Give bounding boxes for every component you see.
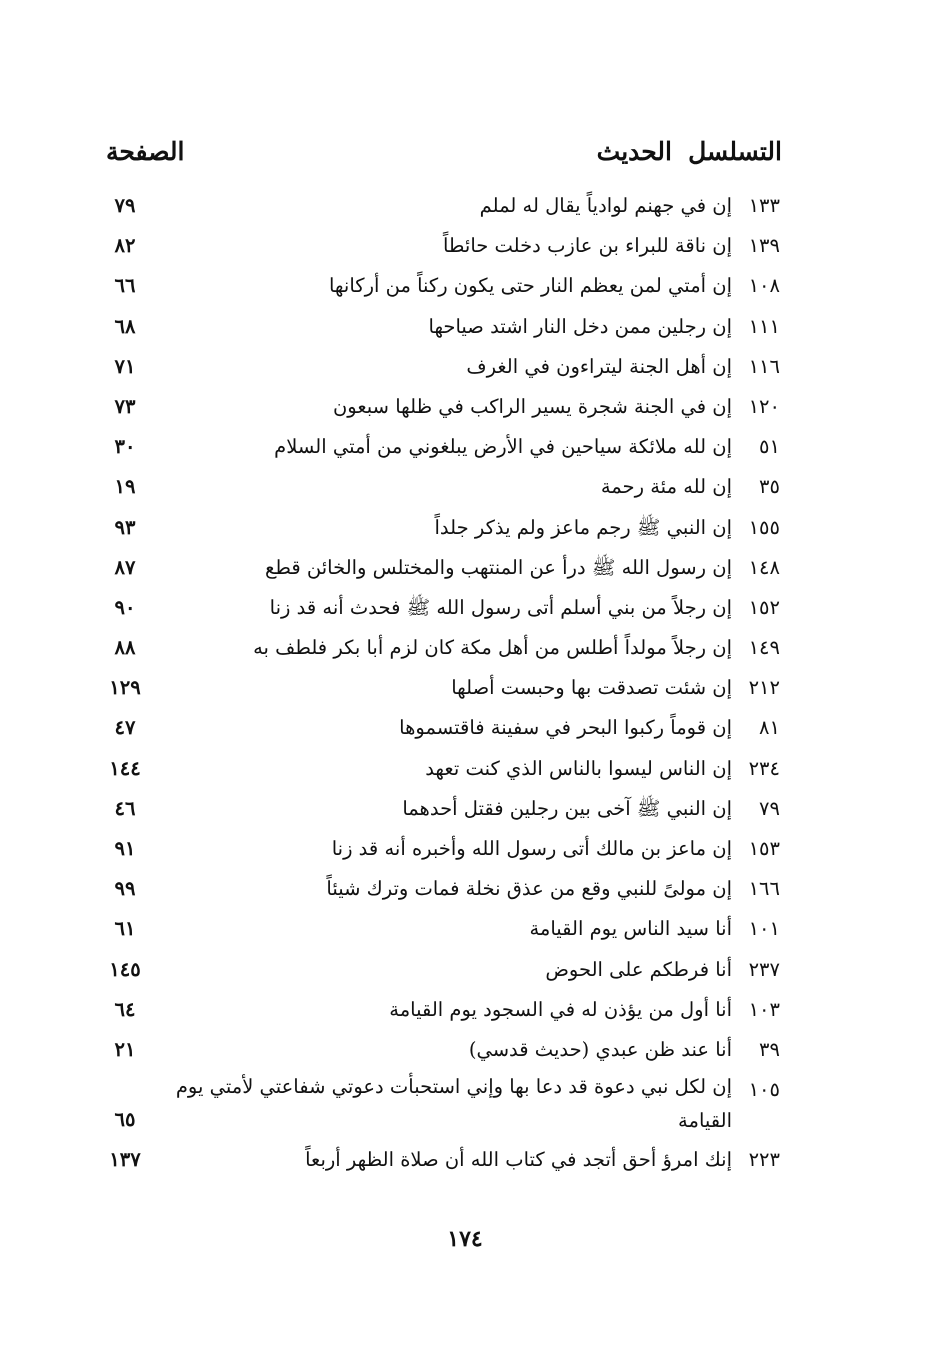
list-item [0,869,930,909]
list-item [0,226,930,266]
page-ref: ٧٩ [114,194,136,217]
list-item [0,347,930,387]
page-ref: ٧٣ [114,394,136,418]
page-ref: ٦٤ [114,997,136,1021]
list-item [0,1030,930,1070]
page-ref: ٩٠ [114,595,136,619]
sequence-number: ١٥٣ [748,837,780,860]
page-ref: ٦٥ [114,1108,136,1132]
page-ref: ١٤٥ [109,957,141,981]
sequence-number: ٣٥ [759,475,780,499]
list-item [0,708,930,748]
page-ref: ٣٠ [114,435,136,459]
page-ref: ٤٧ [114,716,136,740]
list-item [0,387,930,427]
sequence-number: ١٦٦ [748,877,780,901]
hadith-text: إن ماعز بن مالك أتى رسول الله وأخبره أنه قد زنا [331,837,732,860]
page-ref: ١٩ [114,475,136,499]
hadith-text: أنا أول من يؤذن له في السجود يوم القيامة [389,997,732,1021]
hadith-text: إن الناس ليسوا بالناس الذي كنت تعهد [425,756,732,780]
page-ref: ٨٧ [114,555,136,579]
hadith-text: إنك امرؤ أحق أتجد في كتاب الله أن صلاة الظهر أربعاً [305,1148,732,1172]
list-item [0,628,930,668]
page-ref: ١٢٩ [109,676,141,700]
hadith-text: إن أهل الجنة ليتراءون في الغرف [466,354,732,378]
hadith-text: أنا عند ظن عبدي (حديث قدسي) [468,1037,732,1061]
sequence-number: ١٠١ [748,917,780,941]
list-item [0,548,930,588]
page-ref: ٧١ [114,354,136,378]
sequence-number: ٢٢٣ [748,1148,780,1172]
page-ref: ٦١ [114,917,136,941]
hadith-text: إن قوماً ركبوا البحر في سفينة فاقتسموها [399,716,732,740]
list-item [0,186,930,226]
list-item [0,909,930,949]
sequence-number: ٣٩ [759,1037,780,1061]
sequence-number: ١٢٠ [748,394,780,418]
header-hadith: الحديث [596,137,672,166]
hadith-text: إن شئت تصدقت بها وحبست أصلها [451,676,732,700]
page-ref: ٦٦ [114,274,136,298]
hadith-text: إن رسول الله ﷺ درأ عن المنتهب والمختلس والخائن قطع [265,555,732,579]
hadith-text: أنا سيد الناس يوم القيامة [529,917,732,941]
sequence-number: ٥١ [759,435,780,459]
page-ref: ٨٢ [114,234,136,258]
sequence-number: ٧٩ [759,796,780,820]
header-page: الصفحة [106,137,185,166]
page-ref: ٩٣ [114,515,136,539]
hadith-text: إن ناقة للبراء بن عازب دخلت حائطاً [442,234,732,258]
sequence-number: ١١١ [748,314,780,338]
list-item [0,950,930,990]
sequence-number: ١٤٩ [748,636,780,660]
sequence-number: ١٤٨ [748,555,780,579]
hadith-text: إن النبي ﷺ آخى بين رجلين فقتل أحدهما [402,796,732,820]
hadith-text: إن لله ملائكة سياحين في الأرض يبلغوني من أمتي السلام [274,435,732,459]
page-ref: ٢١ [114,1037,136,1061]
hadith-text: إن مولىً للنبي وقع من عذق نخلة فمات وترك شيئاً [326,877,732,901]
list-item [0,266,930,306]
sequence-number: ١٣٩ [748,234,780,258]
sequence-number: ١٠٨ [748,274,780,298]
hadith-text: إن لكل نبي دعوة قد دعا بها وإني استحبأت دعوتي شفاعتي لأمتي يوم القيامة [175,1075,732,1133]
list-item [0,588,930,628]
hadith-text: إن رجلين ممن دخل النار اشتد صياحها [428,314,732,338]
list-item [0,829,930,869]
sequence-number: ٢٣٧ [748,957,780,981]
hadith-text: إن رجلاً من بني أسلم أتى رسول الله ﷺ فحدث أنه قد زنا [269,595,732,619]
list-item [0,789,930,829]
page-ref: ٨٨ [114,636,136,660]
sequence-number: ١١٦ [748,354,780,378]
hadith-text: إن في جهنم لوادياً يقال له لملم [479,194,732,217]
hadith-text: إن في الجنة شجرة يسير الراكب في ظلها سبعون [332,394,732,418]
page-ref: ١٣٧ [109,1148,141,1172]
sequence-number: ١٠٥ [748,1078,780,1102]
hadith-text: إن النبي ﷺ رجم ماعز ولم يذكر جلداً [434,515,732,539]
sequence-number: ٢١٢ [748,676,780,700]
list-item [0,990,930,1030]
hadith-text: إن رجلاً مولداً أطلس من أهل مكة كان لزم أبا بكر فلطف به [253,636,732,660]
page-ref: ٤٦ [114,796,136,820]
list-item [0,508,930,548]
hadith-text: أنا فرطكم على الحوض [545,957,732,981]
page-ref: ١٤٤ [109,756,141,780]
page-ref: ٩١ [114,837,136,860]
sequence-number: ١٥٢ [748,595,780,619]
page-number: ١٧٤ [447,1226,483,1252]
list-item [0,427,930,467]
list-item [0,467,930,507]
sequence-number: ١٣٣ [748,194,780,217]
sequence-number: ١٠٣ [748,997,780,1021]
sequence-number: ١٥٥ [748,515,780,539]
sequence-number: ٨١ [759,716,780,740]
index-list [0,186,930,1180]
list-item [0,668,930,708]
page-ref: ٦٨ [114,314,136,338]
list-item [0,307,930,347]
page-ref: ٩٩ [114,877,136,901]
list-item [0,1070,930,1140]
list-item [0,749,930,789]
hadith-text: إن أمتي لمن يعظم النار حتى يكون ركناً من أركانها [328,274,732,298]
header-sequence: التسلسل [688,137,782,166]
list-item [0,1140,930,1180]
sequence-number: ٢٣٤ [748,756,780,780]
hadith-text: إن لله مئة رحمة [600,475,732,499]
